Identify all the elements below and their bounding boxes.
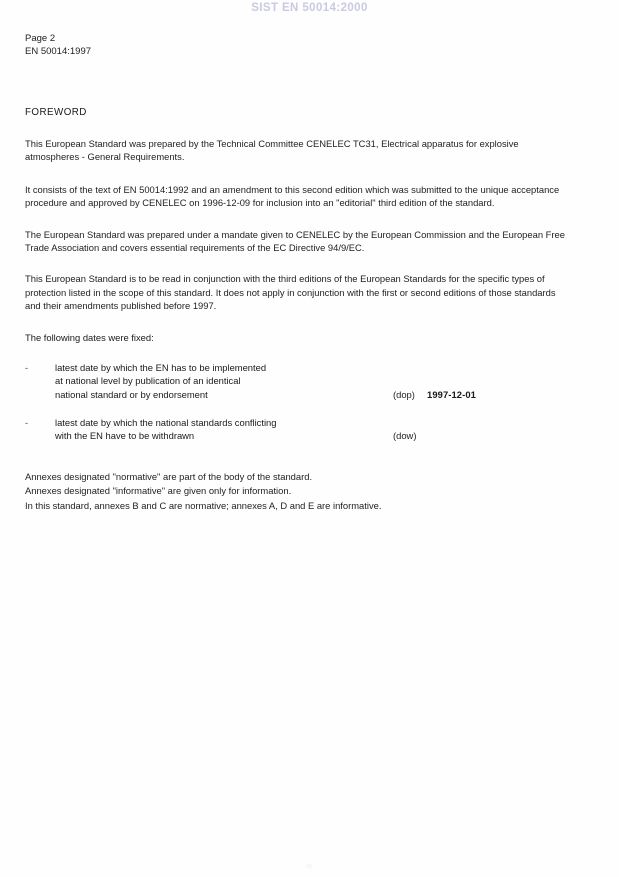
standard-number: EN 50014:1997 [25, 45, 92, 57]
date-value-group [393, 429, 573, 442]
date-line [55, 416, 573, 429]
annex-line: Annexes designated "informative" are given only for information. [25, 485, 292, 497]
foreword-paragraph-1: This European Standard was prepared by the Technical Committee CENELEC TC31, Electrical apparatus for explosive atmospheres - General Requirements. [25, 138, 519, 163]
date-line-text: national standard or by endorsement [55, 388, 208, 400]
date-line-text: with the EN have to be withdrawn [55, 430, 195, 442]
date-code: (dow) [393, 430, 417, 442]
date-line-text: latest date by which the EN has to be implemented [55, 362, 267, 374]
scan-artifact [306, 864, 312, 868]
date-item-rows [55, 416, 573, 442]
annexes-block [25, 470, 573, 513]
date-line [55, 388, 573, 401]
annex-line: Annexes designated "normative" are part of the body of the standard. [25, 471, 313, 483]
date-item-rows [55, 361, 573, 401]
date-line [55, 374, 573, 387]
foreword-paragraph-3: The European Standard was prepared under a mandate given to CENELEC by the European Commission and the European Free Trade Association and covers essential requirements of the EC Directive 94/9/EC. [25, 229, 565, 254]
annex-line: In this standard, annexes B and C are normative; annexes A, D and E are informative. [25, 499, 382, 511]
dates-list [25, 361, 573, 442]
list-dash-marker: - [25, 362, 29, 374]
date-item [25, 361, 573, 401]
list-dash-marker: - [25, 416, 29, 428]
foreword-paragraph-4: This European Standard is to be read in conjunction with the third editions of the European Standards for the specific types of protection listed in the scope of this standard. It does not apply in conjunction with the first or second editions of those standards and their amendments published before 1997. [25, 273, 556, 311]
date-value: 1997-12-01 [427, 388, 476, 400]
date-line-text: latest date by which the national standards conflicting [55, 416, 277, 428]
document-body [25, 33, 573, 513]
date-value-group [393, 388, 573, 401]
page-reference [25, 33, 573, 58]
watermark-header: SIST EN 50014:2000 [251, 2, 368, 14]
foreword-paragraph-2: It consists of the text of EN 50014:1992 and an amendment to this second edition which was submitted to the unique acceptance procedure and approved by CENELEC on 1996-12-09 for inclusion into an "editorial" third edition of the standard. [25, 183, 560, 208]
foreword-heading: FOREWORD [25, 107, 87, 119]
date-code: (dop) [393, 388, 415, 400]
page-number: Page 2 [25, 33, 56, 44]
date-line [55, 429, 573, 442]
date-line [55, 361, 573, 374]
date-item [25, 416, 573, 442]
dates-intro: The following dates were fixed: [25, 332, 154, 344]
date-line-text: at national level by publication of an identical [55, 375, 241, 387]
